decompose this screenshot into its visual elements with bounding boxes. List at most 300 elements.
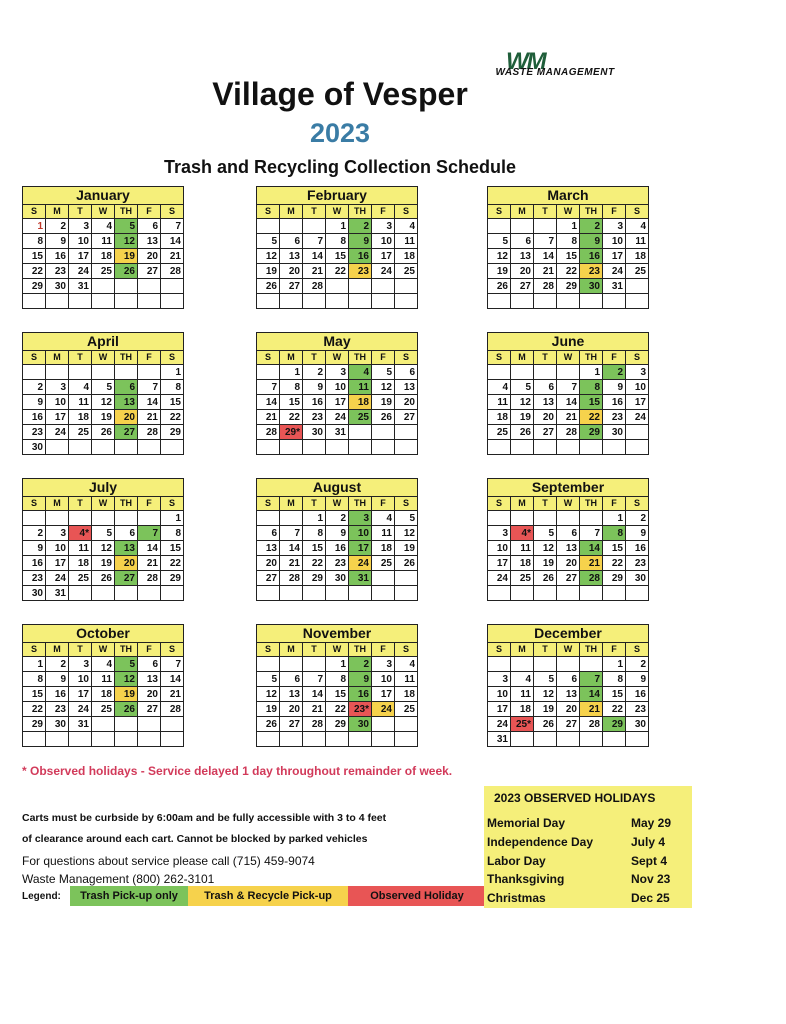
empty-cell: [280, 294, 303, 309]
day-cell: 6: [557, 526, 580, 541]
day-cell: 2: [349, 219, 372, 234]
day-cell: 22: [280, 410, 303, 425]
day-cell: 15: [23, 249, 46, 264]
day-cell: 9: [46, 672, 69, 687]
day-cell: 19: [115, 249, 138, 264]
day-cell: 3: [626, 365, 649, 380]
weekday-header: M: [511, 643, 534, 657]
day-cell: 10: [372, 234, 395, 249]
day-cell: 21: [138, 556, 161, 571]
day-cell: 21: [161, 687, 184, 702]
info-line-2: of clearance around each cart. Cannot be blocked by parked vehicles: [22, 833, 368, 845]
day-cell: 23: [349, 264, 372, 279]
day-cell: 31: [326, 425, 349, 440]
day-cell: 29: [326, 717, 349, 732]
day-cell: 9: [626, 526, 649, 541]
day-cell: 17: [488, 556, 511, 571]
empty-cell: [115, 717, 138, 732]
weekday-header: T: [303, 497, 326, 511]
day-cell: 10: [626, 380, 649, 395]
day-cell: 4: [69, 380, 92, 395]
day-cell: 24: [488, 717, 511, 732]
empty-cell: [257, 219, 280, 234]
empty-cell: [92, 717, 115, 732]
day-cell: 19: [534, 702, 557, 717]
day-cell: 9: [580, 234, 603, 249]
empty-cell: [161, 732, 184, 747]
day-cell: 6: [138, 219, 161, 234]
month-name: March: [488, 187, 649, 205]
empty-cell: [138, 717, 161, 732]
month-name: November: [257, 625, 418, 643]
day-cell: 29: [603, 571, 626, 586]
day-cell: 1: [557, 219, 580, 234]
day-cell: 26: [115, 264, 138, 279]
day-cell: 17: [372, 249, 395, 264]
day-cell: 6: [280, 234, 303, 249]
day-cell: 21: [534, 264, 557, 279]
day-cell: 6: [115, 380, 138, 395]
day-cell: 12: [534, 687, 557, 702]
day-cell: 13: [138, 672, 161, 687]
empty-cell: [511, 586, 534, 601]
empty-cell: [603, 586, 626, 601]
weekday-header: S: [488, 643, 511, 657]
day-cell: 4: [349, 365, 372, 380]
empty-cell: [303, 294, 326, 309]
empty-cell: [303, 440, 326, 455]
weekday-header: F: [138, 351, 161, 365]
day-cell: 24: [69, 264, 92, 279]
empty-cell: [349, 279, 372, 294]
month-name: January: [23, 187, 184, 205]
day-cell: 12: [257, 687, 280, 702]
empty-cell: [92, 511, 115, 526]
day-cell: 26: [257, 717, 280, 732]
empty-cell: [280, 657, 303, 672]
day-cell: 26: [488, 279, 511, 294]
month-june: [487, 332, 649, 455]
empty-cell: [534, 294, 557, 309]
empty-cell: [349, 586, 372, 601]
empty-cell: [534, 586, 557, 601]
day-cell: 24: [372, 264, 395, 279]
day-cell: 7: [280, 526, 303, 541]
weekday-header: M: [511, 205, 534, 219]
empty-cell: [138, 294, 161, 309]
day-cell: 29: [23, 717, 46, 732]
weekday-header: S: [257, 351, 280, 365]
weekday-header: M: [280, 643, 303, 657]
empty-cell: [557, 732, 580, 747]
day-cell: 23: [46, 702, 69, 717]
empty-cell: [580, 440, 603, 455]
month-november: [256, 624, 418, 747]
day-cell: 8: [326, 234, 349, 249]
weekday-header: S: [23, 497, 46, 511]
day-cell: 21: [580, 702, 603, 717]
empty-cell: [372, 586, 395, 601]
day-cell: 20: [115, 556, 138, 571]
empty-cell: [395, 586, 418, 601]
weekday-header: T: [534, 351, 557, 365]
day-cell: 17: [69, 687, 92, 702]
day-cell: 16: [23, 410, 46, 425]
day-cell: 25*: [511, 717, 534, 732]
day-cell: 22: [23, 264, 46, 279]
weekday-header: S: [488, 205, 511, 219]
day-cell: 30: [349, 717, 372, 732]
empty-cell: [326, 294, 349, 309]
day-cell: 20: [280, 702, 303, 717]
day-cell: 8: [603, 526, 626, 541]
empty-cell: [69, 294, 92, 309]
legend-label: Legend:: [22, 890, 61, 902]
holiday-name: Labor Day: [487, 854, 546, 868]
empty-cell: [303, 586, 326, 601]
day-cell: 13: [511, 249, 534, 264]
weekday-header: T: [69, 351, 92, 365]
day-cell: 23: [580, 264, 603, 279]
day-cell: 23: [23, 571, 46, 586]
day-cell: 18: [395, 687, 418, 702]
empty-cell: [511, 657, 534, 672]
day-cell: 11: [511, 687, 534, 702]
day-cell: 23: [326, 556, 349, 571]
day-cell: 7: [534, 234, 557, 249]
day-cell: 11: [92, 234, 115, 249]
day-cell: 28: [580, 571, 603, 586]
day-cell: 7: [303, 672, 326, 687]
day-cell: 13: [395, 380, 418, 395]
empty-cell: [395, 279, 418, 294]
month-name: October: [23, 625, 184, 643]
empty-cell: [395, 425, 418, 440]
day-cell: 5: [115, 219, 138, 234]
day-cell: 23*: [349, 702, 372, 717]
day-cell: 17: [46, 410, 69, 425]
day-cell: 24: [326, 410, 349, 425]
day-cell: 11: [349, 380, 372, 395]
day-cell: 2: [626, 511, 649, 526]
day-cell: 26: [534, 717, 557, 732]
curbside-instructions: [22, 808, 386, 850]
day-cell: 28: [303, 279, 326, 294]
day-cell: 7: [138, 526, 161, 541]
weekday-header: S: [626, 351, 649, 365]
day-cell: 13: [280, 249, 303, 264]
day-cell: 28: [257, 425, 280, 440]
day-cell: 1: [326, 657, 349, 672]
day-cell: 27: [395, 410, 418, 425]
empty-cell: [395, 294, 418, 309]
empty-cell: [488, 657, 511, 672]
empty-cell: [511, 511, 534, 526]
day-cell: 2: [23, 380, 46, 395]
day-cell: 16: [626, 541, 649, 556]
empty-cell: [626, 732, 649, 747]
weekday-header: T: [303, 205, 326, 219]
day-cell: 10: [603, 234, 626, 249]
weekday-header: S: [488, 497, 511, 511]
day-cell: 8: [280, 380, 303, 395]
holiday-date: July 4: [631, 835, 666, 849]
holiday-name: Christmas: [487, 891, 546, 905]
day-cell: 3: [69, 657, 92, 672]
day-cell: 18: [372, 541, 395, 556]
empty-cell: [138, 586, 161, 601]
empty-cell: [488, 511, 511, 526]
weekday-header: TH: [115, 497, 138, 511]
day-cell: 6: [534, 380, 557, 395]
day-cell: 27: [115, 425, 138, 440]
day-cell: 14: [303, 687, 326, 702]
empty-cell: [23, 294, 46, 309]
day-cell: 9: [349, 234, 372, 249]
day-cell: 26: [92, 425, 115, 440]
day-cell: 12: [534, 541, 557, 556]
weekday-header: M: [511, 351, 534, 365]
day-cell: 1: [161, 365, 184, 380]
weekday-header: TH: [580, 205, 603, 219]
day-cell: 21: [580, 556, 603, 571]
day-cell: 7: [557, 380, 580, 395]
day-cell: 10: [488, 687, 511, 702]
day-cell: 20: [557, 702, 580, 717]
empty-cell: [257, 657, 280, 672]
empty-cell: [257, 511, 280, 526]
day-cell: 9: [303, 380, 326, 395]
day-cell: 18: [511, 702, 534, 717]
day-cell: 1: [23, 219, 46, 234]
weekday-header: TH: [349, 205, 372, 219]
empty-cell: [580, 294, 603, 309]
empty-cell: [161, 586, 184, 601]
day-cell: 7: [580, 672, 603, 687]
weekday-header: S: [23, 643, 46, 657]
day-cell: 9: [23, 395, 46, 410]
empty-cell: [488, 365, 511, 380]
day-cell: 12: [115, 234, 138, 249]
empty-cell: [115, 440, 138, 455]
weekday-header: M: [46, 497, 69, 511]
weekday-header: TH: [580, 497, 603, 511]
empty-cell: [603, 440, 626, 455]
day-cell: 7: [161, 657, 184, 672]
weekday-header: S: [626, 643, 649, 657]
weekday-header: S: [395, 497, 418, 511]
weekday-header: TH: [115, 643, 138, 657]
day-cell: 22: [326, 702, 349, 717]
day-cell: 20: [534, 410, 557, 425]
day-cell: 23: [46, 264, 69, 279]
weekday-header: F: [603, 497, 626, 511]
info-line-3: For questions about service please call (715) 459-9074: [22, 854, 315, 868]
weekday-header: S: [161, 351, 184, 365]
day-cell: 30: [303, 425, 326, 440]
day-cell: 4: [395, 219, 418, 234]
weekday-header: M: [280, 497, 303, 511]
day-cell: 28: [138, 571, 161, 586]
empty-cell: [138, 511, 161, 526]
weekday-header: T: [303, 351, 326, 365]
day-cell: 12: [511, 395, 534, 410]
empty-cell: [46, 511, 69, 526]
day-cell: 23: [303, 410, 326, 425]
day-cell: 3: [46, 380, 69, 395]
day-cell: 30: [580, 279, 603, 294]
day-cell: 27: [557, 571, 580, 586]
day-cell: 25: [92, 702, 115, 717]
weekday-header: TH: [349, 497, 372, 511]
legend: [22, 885, 486, 907]
day-cell: 25: [349, 410, 372, 425]
day-cell: 8: [557, 234, 580, 249]
day-cell: 16: [349, 687, 372, 702]
day-cell: 28: [557, 425, 580, 440]
empty-cell: [303, 657, 326, 672]
day-cell: 1: [326, 219, 349, 234]
day-cell: 27: [138, 702, 161, 717]
day-cell: 17: [626, 395, 649, 410]
day-cell: 22: [603, 702, 626, 717]
day-cell: 6: [138, 657, 161, 672]
weekday-header: M: [46, 351, 69, 365]
day-cell: 7: [303, 234, 326, 249]
empty-cell: [488, 219, 511, 234]
month-name: September: [488, 479, 649, 497]
day-cell: 21: [161, 249, 184, 264]
day-cell: 20: [557, 556, 580, 571]
empty-cell: [372, 294, 395, 309]
holiday-note: * Observed holidays - Service delayed 1 day throughout remainder of week.: [22, 764, 453, 778]
weekday-header: M: [280, 205, 303, 219]
empty-cell: [395, 571, 418, 586]
empty-cell: [280, 511, 303, 526]
day-cell: 3: [603, 219, 626, 234]
day-cell: 3: [349, 511, 372, 526]
empty-cell: [349, 732, 372, 747]
day-cell: 19: [257, 702, 280, 717]
day-cell: 10: [488, 541, 511, 556]
day-cell: 18: [92, 687, 115, 702]
day-cell: 3: [69, 219, 92, 234]
day-cell: 19: [372, 395, 395, 410]
day-cell: 3: [326, 365, 349, 380]
weekday-header: TH: [349, 643, 372, 657]
day-cell: 5: [115, 657, 138, 672]
weekday-header: W: [92, 205, 115, 219]
day-cell: 1: [303, 511, 326, 526]
day-cell: 11: [69, 395, 92, 410]
day-cell: 13: [115, 395, 138, 410]
empty-cell: [534, 511, 557, 526]
empty-cell: [138, 279, 161, 294]
day-cell: 4: [372, 511, 395, 526]
empty-cell: [115, 294, 138, 309]
empty-cell: [257, 294, 280, 309]
day-cell: 10: [326, 380, 349, 395]
holiday-name: Thanksgiving: [487, 872, 565, 886]
empty-cell: [372, 440, 395, 455]
contact-info: [22, 852, 315, 888]
day-cell: 15: [161, 541, 184, 556]
day-cell: 25: [511, 571, 534, 586]
empty-cell: [161, 294, 184, 309]
day-cell: 11: [372, 526, 395, 541]
day-cell: 15: [326, 687, 349, 702]
day-cell: 5: [511, 380, 534, 395]
empty-cell: [92, 294, 115, 309]
day-cell: 29: [23, 279, 46, 294]
empty-cell: [92, 586, 115, 601]
day-cell: 30: [603, 425, 626, 440]
day-cell: 14: [161, 672, 184, 687]
weekday-header: F: [372, 497, 395, 511]
day-cell: 28: [280, 571, 303, 586]
day-cell: 10: [372, 672, 395, 687]
day-cell: 5: [372, 365, 395, 380]
empty-cell: [326, 586, 349, 601]
empty-cell: [395, 440, 418, 455]
empty-cell: [92, 440, 115, 455]
day-cell: 15: [326, 249, 349, 264]
weekday-header: T: [534, 205, 557, 219]
empty-cell: [580, 657, 603, 672]
weekday-header: S: [161, 205, 184, 219]
day-cell: 6: [257, 526, 280, 541]
day-cell: 6: [280, 672, 303, 687]
day-cell: 27: [511, 279, 534, 294]
day-cell: 8: [303, 526, 326, 541]
empty-cell: [557, 440, 580, 455]
day-cell: 2: [349, 657, 372, 672]
day-cell: 16: [46, 687, 69, 702]
day-cell: 3: [488, 672, 511, 687]
empty-cell: [626, 294, 649, 309]
day-cell: 25: [626, 264, 649, 279]
day-cell: 4: [626, 219, 649, 234]
day-cell: 19: [257, 264, 280, 279]
empty-cell: [557, 294, 580, 309]
day-cell: 30: [626, 717, 649, 732]
weekday-header: W: [326, 643, 349, 657]
day-cell: 6: [511, 234, 534, 249]
day-cell: 6: [115, 526, 138, 541]
empty-cell: [280, 732, 303, 747]
page-subtitle: Trash and Recycling Collection Schedule: [163, 157, 517, 177]
day-cell: 15: [280, 395, 303, 410]
empty-cell: [395, 732, 418, 747]
day-cell: 14: [580, 541, 603, 556]
day-cell: 3: [372, 219, 395, 234]
day-cell: 8: [161, 526, 184, 541]
empty-cell: [115, 732, 138, 747]
empty-cell: [488, 440, 511, 455]
day-cell: 10: [46, 541, 69, 556]
day-cell: 14: [580, 687, 603, 702]
empty-cell: [115, 279, 138, 294]
day-cell: 29: [603, 717, 626, 732]
day-cell: 11: [92, 672, 115, 687]
holiday-name: Memorial Day: [487, 816, 566, 830]
day-cell: 31: [69, 279, 92, 294]
day-cell: 21: [557, 410, 580, 425]
day-cell: 18: [511, 556, 534, 571]
day-cell: 7: [161, 219, 184, 234]
day-cell: 8: [580, 380, 603, 395]
day-cell: 17: [326, 395, 349, 410]
